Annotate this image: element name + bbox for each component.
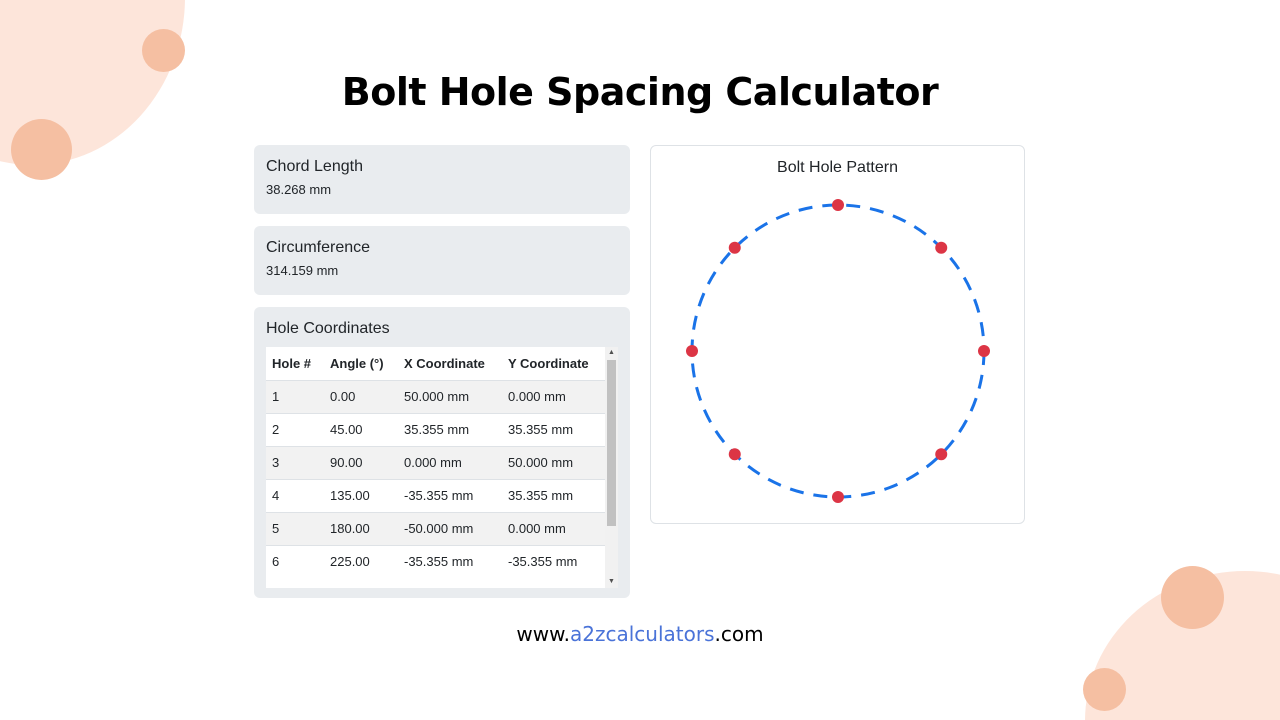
cell-x-coordinate: -35.355 mm bbox=[398, 545, 502, 578]
cell-angle: 225.00 bbox=[324, 545, 398, 578]
scrollbar-thumb[interactable] bbox=[607, 360, 616, 526]
hole-coordinates-card bbox=[254, 307, 630, 598]
header-hole-number: Hole # bbox=[266, 347, 324, 380]
bolt-hole-pattern-title: Bolt Hole Pattern bbox=[777, 159, 898, 176]
circumference-card bbox=[254, 226, 630, 295]
site-url-prefix: www. bbox=[516, 622, 570, 646]
cell-angle: 180.00 bbox=[324, 512, 398, 545]
bolt-hole-marker bbox=[832, 491, 844, 503]
page-title: Bolt Hole Spacing Calculator bbox=[341, 70, 939, 114]
cell-hole-number: 6 bbox=[266, 545, 324, 578]
cell-angle: 0.00 bbox=[324, 380, 398, 413]
cell-hole-number: 3 bbox=[266, 446, 324, 479]
cell-y-coordinate: 35.355 mm bbox=[502, 413, 605, 446]
scroll-down-arrow-icon[interactable]: ▼ bbox=[608, 578, 615, 585]
cell-angle: 90.00 bbox=[324, 446, 398, 479]
decor-dot-small-top-left bbox=[142, 29, 185, 72]
circumference-value: 314.159 mm bbox=[266, 263, 339, 278]
bolt-hole-pattern-diagram bbox=[651, 146, 1026, 525]
header-x-coordinate: X Coordinate bbox=[398, 347, 502, 380]
site-url-brand: a2zcalculators bbox=[570, 622, 715, 646]
cell-x-coordinate: 35.355 mm bbox=[398, 413, 502, 446]
cell-y-coordinate: 35.355 mm bbox=[502, 479, 605, 512]
table-scrollbar[interactable] bbox=[605, 347, 618, 588]
scroll-up-arrow-icon[interactable]: ▲ bbox=[608, 349, 615, 356]
cell-x-coordinate: -35.355 mm bbox=[398, 479, 502, 512]
cell-angle: 45.00 bbox=[324, 413, 398, 446]
cell-hole-number: 4 bbox=[266, 479, 324, 512]
table-row bbox=[266, 512, 605, 545]
table-row bbox=[266, 479, 605, 512]
site-url[interactable] bbox=[0, 622, 1280, 646]
bolt-hole-marker bbox=[729, 448, 741, 460]
bolt-hole-marker bbox=[978, 345, 990, 357]
coordinates-table bbox=[266, 347, 605, 578]
cell-hole-number: 1 bbox=[266, 380, 324, 413]
circumference-label: Circumference bbox=[266, 239, 371, 256]
bolt-hole-marker bbox=[729, 242, 741, 254]
table-header-row bbox=[266, 347, 605, 380]
bolt-hole-marker bbox=[686, 345, 698, 357]
coordinates-table-container[interactable] bbox=[266, 347, 618, 588]
cell-hole-number: 2 bbox=[266, 413, 324, 446]
chord-length-value: 38.268 mm bbox=[266, 182, 332, 197]
cell-y-coordinate: 0.000 mm bbox=[502, 380, 605, 413]
cell-x-coordinate: 50.000 mm bbox=[398, 380, 502, 413]
cell-hole-number: 5 bbox=[266, 512, 324, 545]
cell-y-coordinate: 0.000 mm bbox=[502, 512, 605, 545]
table-row bbox=[266, 446, 605, 479]
decor-dot-medium-bottom-right bbox=[1161, 566, 1224, 629]
cell-y-coordinate: -35.355 mm bbox=[502, 545, 605, 578]
bolt-hole-marker bbox=[832, 199, 844, 211]
chord-length-label: Chord Length bbox=[266, 158, 363, 175]
table-row bbox=[266, 545, 605, 578]
bolt-hole-pattern-card bbox=[650, 145, 1025, 524]
decor-dot-small-bottom-right bbox=[1083, 668, 1126, 711]
chord-length-card bbox=[254, 145, 630, 214]
table-row bbox=[266, 380, 605, 413]
decor-dot-medium-top-left bbox=[11, 119, 72, 180]
header-angle: Angle (°) bbox=[324, 347, 398, 380]
cell-x-coordinate: 0.000 mm bbox=[398, 446, 502, 479]
cell-y-coordinate: 50.000 mm bbox=[502, 446, 605, 479]
cell-x-coordinate: -50.000 mm bbox=[398, 512, 502, 545]
table-row bbox=[266, 413, 605, 446]
header-y-coordinate: Y Coordinate bbox=[502, 347, 605, 380]
cell-angle: 135.00 bbox=[324, 479, 398, 512]
site-url-suffix: .com bbox=[714, 622, 764, 646]
hole-coordinates-label: Hole Coordinates bbox=[266, 320, 390, 337]
bolt-hole-marker bbox=[935, 242, 947, 254]
bolt-hole-marker bbox=[935, 448, 947, 460]
